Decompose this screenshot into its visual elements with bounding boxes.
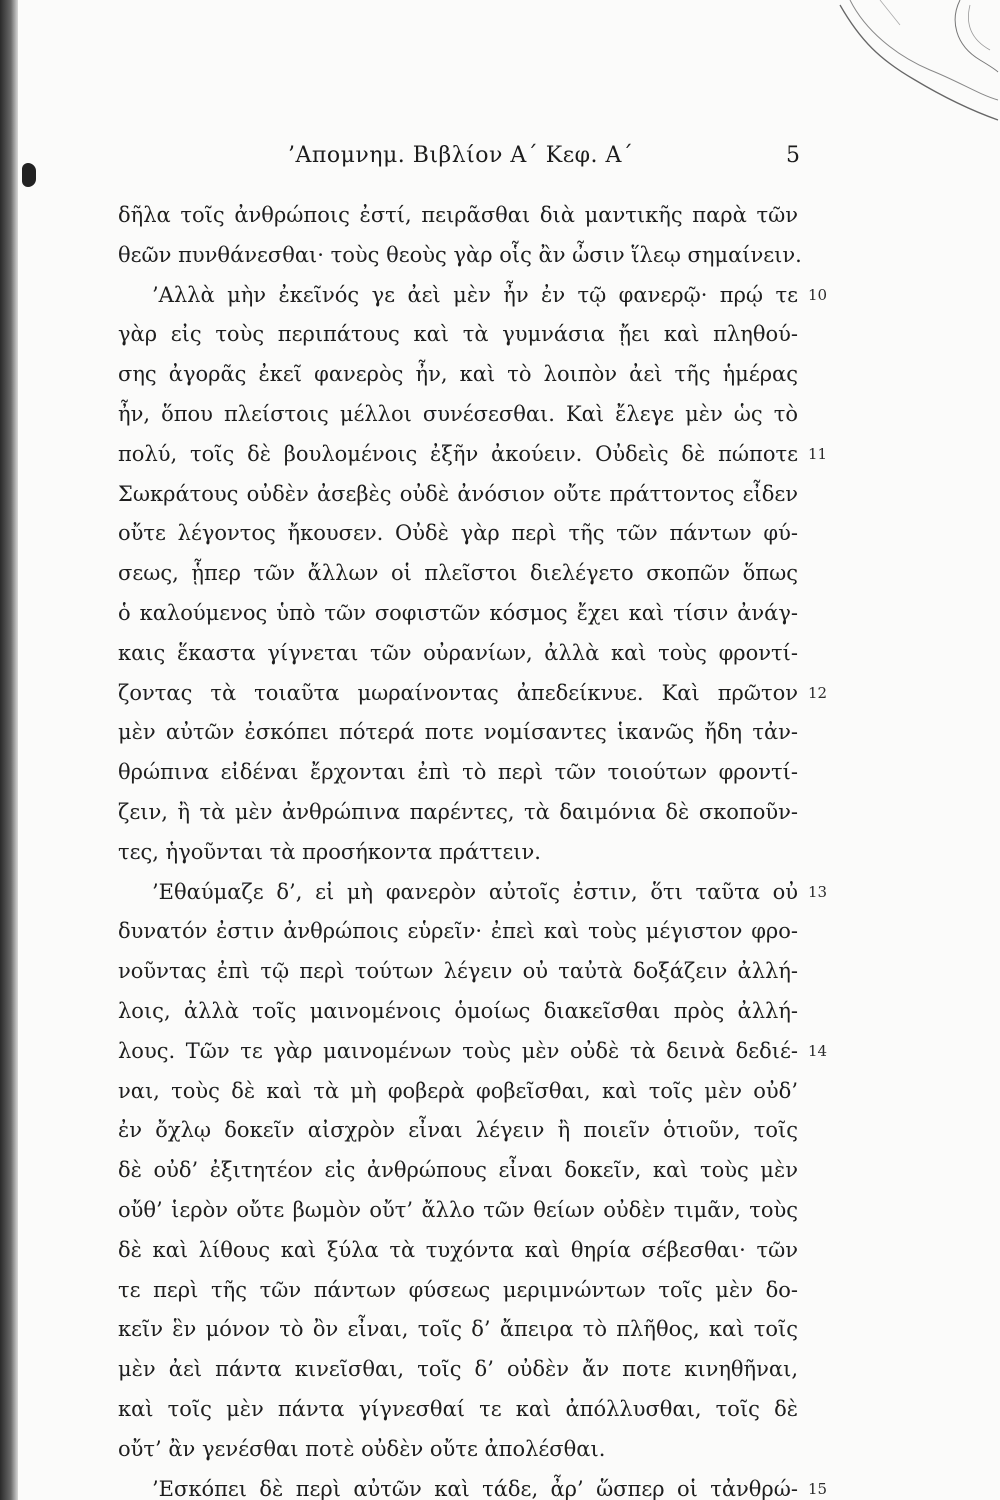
text-line-content: ’Εσκόπει δὲ περὶ αὐτῶν καὶ τάδε, ἆρ’ ὥσπερ οἱ τἀνθρώ- xyxy=(152,1476,798,1500)
text-line-content: καὶ τοῖς μὲν πάντα γίγνεσθαί τε καὶ ἀπόλλυσθαι, τοῖς δὲ xyxy=(118,1396,798,1421)
text-line-content: οὔθ’ ἱερὸν οὔτε βωμὸν οὔτ’ ἄλλο τῶν θείων οὐδὲν τιμᾶν, τοὺς xyxy=(118,1197,798,1222)
text-line xyxy=(118,634,798,674)
text-line xyxy=(118,276,828,316)
binding-edge xyxy=(0,0,18,1500)
text-line xyxy=(118,713,798,753)
text-line-content: ὁ καλούμενος ὑπὸ τῶν σοφιστῶν κόσμος ἔχει καὶ τίσιν ἀνάγ- xyxy=(118,600,798,625)
text-line xyxy=(118,753,798,793)
text-line-content: λους. Τῶν τε γὰρ μαινομένων τοὺς μὲν οὐδὲ τὰ δεινὰ δεδιέ- xyxy=(118,1038,798,1063)
text-line-content: πολύ, τοῖς δὲ βουλομένοις ἐξῆν ἀκούειν. Οὐδεὶς δὲ πώποτε xyxy=(118,441,798,466)
text-line-content: ἦν, ὅπου πλείστοις μέλλοι συνέσεσθαι. Καὶ ἔλεγε μὲν ὡς τὸ xyxy=(118,401,798,426)
text-line xyxy=(118,1350,798,1390)
text-line-content: θρώπινα εἰδέναι ἔρχονται ἐπὶ τὸ περὶ τῶν τοιούτων φροντί- xyxy=(118,760,798,785)
text-line-content: ’Αλλὰ μὴν ἐκεῖνός γε ἀεὶ μὲν ἦν ἐν τῷ φανερῷ· πρῴ τε xyxy=(152,282,798,307)
section-number: 14 xyxy=(808,1041,828,1060)
text-line xyxy=(118,315,798,355)
text-line-content: οὔτε λέγοντος ἤκουσεν. Οὐδὲ γὰρ περὶ τῆς τῶν πάντων φύ- xyxy=(118,521,798,546)
running-title: ’Απομνημ. Βιβλίον Α΄ Κεφ. Α΄ xyxy=(288,143,634,168)
text-line-content: ζειν, ἢ τὰ μὲν ἀνθρώπινα παρέντες, τὰ δαιμόνια δὲ σκοποῦν- xyxy=(118,799,798,824)
text-line xyxy=(118,514,798,554)
section-number: 11 xyxy=(808,444,828,463)
text-line-content: μὲν ἀεὶ πάντα κινεῖσθαι, τοῖς δ’ οὐδὲν ἄν ποτε κινηθῆναι, xyxy=(118,1357,798,1382)
text-line xyxy=(118,873,828,913)
text-line-content: ’Εθαύμαζε δ’, εἰ μὴ φανερὸν αὐτοῖς ἐστιν, ὅτι ταῦτα οὐ xyxy=(152,879,798,904)
text-line xyxy=(118,1430,798,1470)
text-line xyxy=(118,554,798,594)
text-line xyxy=(118,1032,828,1072)
text-line-content: δὲ καὶ λίθους καὶ ξύλα τὰ τυχόντα καὶ θηρία σέβεσθαι· τῶν xyxy=(118,1237,798,1262)
text-line xyxy=(118,1191,798,1231)
text-line xyxy=(118,1271,798,1311)
section-number: 10 xyxy=(808,285,828,304)
text-line xyxy=(118,1390,798,1430)
text-line xyxy=(118,833,798,873)
text-line-content: γὰρ εἰς τοὺς περιπάτους καὶ τὰ γυμνάσια ᾔει καὶ πληθού- xyxy=(118,322,798,347)
text-line-content: ἐν ὄχλῳ δοκεῖν αἰσχρὸν εἶναι λέγειν ἢ ποιεῖν ὁτιοῦν, τοῖς xyxy=(118,1118,798,1143)
text-line-content: οὔτ’ ἂν γενέσθαι ποτὲ οὐδὲν οὔτε ἀπολέσθαι. xyxy=(118,1436,606,1461)
text-line-content: δῆλα τοῖς ἀνθρώποις ἐστί, πειρᾶσθαι διὰ μαντικῆς παρὰ τῶν xyxy=(118,203,798,227)
text-line xyxy=(118,395,798,435)
section-number: 12 xyxy=(808,683,828,702)
body-text xyxy=(118,196,828,1500)
text-line-content: κεῖν ἓν μόνον τὸ ὂν εἶναι, τοῖς δ’ ἄπειρα τὸ πλῆθος, καὶ τοῖς xyxy=(118,1317,798,1342)
section-number: 13 xyxy=(808,882,828,901)
text-line-content: τε περὶ τῆς τῶν πάντων φύσεως μεριμνώντων τοῖς μὲν δο- xyxy=(118,1277,798,1302)
text-line xyxy=(118,435,828,475)
text-line-content: ζοντας τὰ τοιαῦτα μωραίνοντας ἀπεδείκνυε. Καὶ πρῶτον xyxy=(118,680,798,705)
text-line xyxy=(118,1072,798,1112)
text-line-content: καις ἕκαστα γίγνεται τῶν οὐρανίων, ἀλλὰ καὶ τοὺς φροντί- xyxy=(118,640,798,665)
page-number: 5 xyxy=(786,143,800,168)
text-line-content: δυνατόν ἐστιν ἀνθρώποις εὑρεῖν· ἐπεὶ καὶ τοὺς μέγιστον φρο- xyxy=(118,919,798,944)
corner-sketch-decoration xyxy=(820,0,1000,150)
binding-mark xyxy=(22,163,36,187)
text-line xyxy=(118,1151,798,1191)
text-line xyxy=(118,992,798,1032)
text-line-content: Σωκράτους οὐδὲν ἀσεβὲς οὐδὲ ἀνόσιον οὔτε πράττοντος εἶδεν xyxy=(118,481,798,506)
text-line xyxy=(118,236,802,276)
text-line xyxy=(118,1310,798,1350)
text-line xyxy=(118,674,828,714)
text-line xyxy=(118,793,798,833)
text-line-content: σεως, ᾗπερ τῶν ἄλλων οἱ πλεῖστοι διελέγετο σκοπῶν ὅπως xyxy=(118,561,798,586)
text-line-content: μὲν αὐτῶν ἐσκόπει πότερά ποτε νομίσαντες ἱκανῶς ἤδη τἀν- xyxy=(118,720,798,745)
text-line xyxy=(118,1231,798,1271)
text-line-content: λοις, ἀλλὰ τοῖς μαινομένοις ὁμοίως διακεῖσθαι πρὸς ἀλλή- xyxy=(118,998,798,1023)
text-line-content: θεῶν πυνθάνεσθαι· τοὺς θεοὺς γὰρ οἷς ἂν ὦσιν ἵλεῳ σημαίνειν. xyxy=(118,242,802,267)
section-number: 15 xyxy=(808,1479,828,1498)
text-line xyxy=(118,196,798,236)
running-head xyxy=(120,143,800,177)
text-line xyxy=(118,355,798,395)
text-line-content: δὲ οὐδ’ ἐξιτητέον εἰς ἀνθρώπους εἶναι δοκεῖν, καὶ τοὺς μὲν xyxy=(118,1158,798,1183)
text-line xyxy=(118,1111,798,1151)
text-line xyxy=(118,475,798,515)
text-line-content: σης ἀγορᾶς ἐκεῖ φανερὸς ἦν, καὶ τὸ λοιπὸν ἀεὶ τῆς ἡμέρας xyxy=(118,362,798,387)
text-line xyxy=(118,912,798,952)
text-line xyxy=(118,1470,828,1500)
text-line xyxy=(118,594,798,634)
text-line xyxy=(118,952,798,992)
text-line-content: νοῦντας ἐπὶ τῷ περὶ τούτων λέγειν οὐ ταὐτὰ δοξάζειν ἀλλή- xyxy=(118,959,798,984)
text-line-content: τες, ἡγοῦνται τὰ προσήκοντα πράττειν. xyxy=(118,839,541,864)
text-line-content: ναι, τοὺς δὲ καὶ τὰ μὴ φοβερὰ φοβεῖσθαι, καὶ τοῖς μὲν οὐδ’ xyxy=(118,1078,798,1103)
